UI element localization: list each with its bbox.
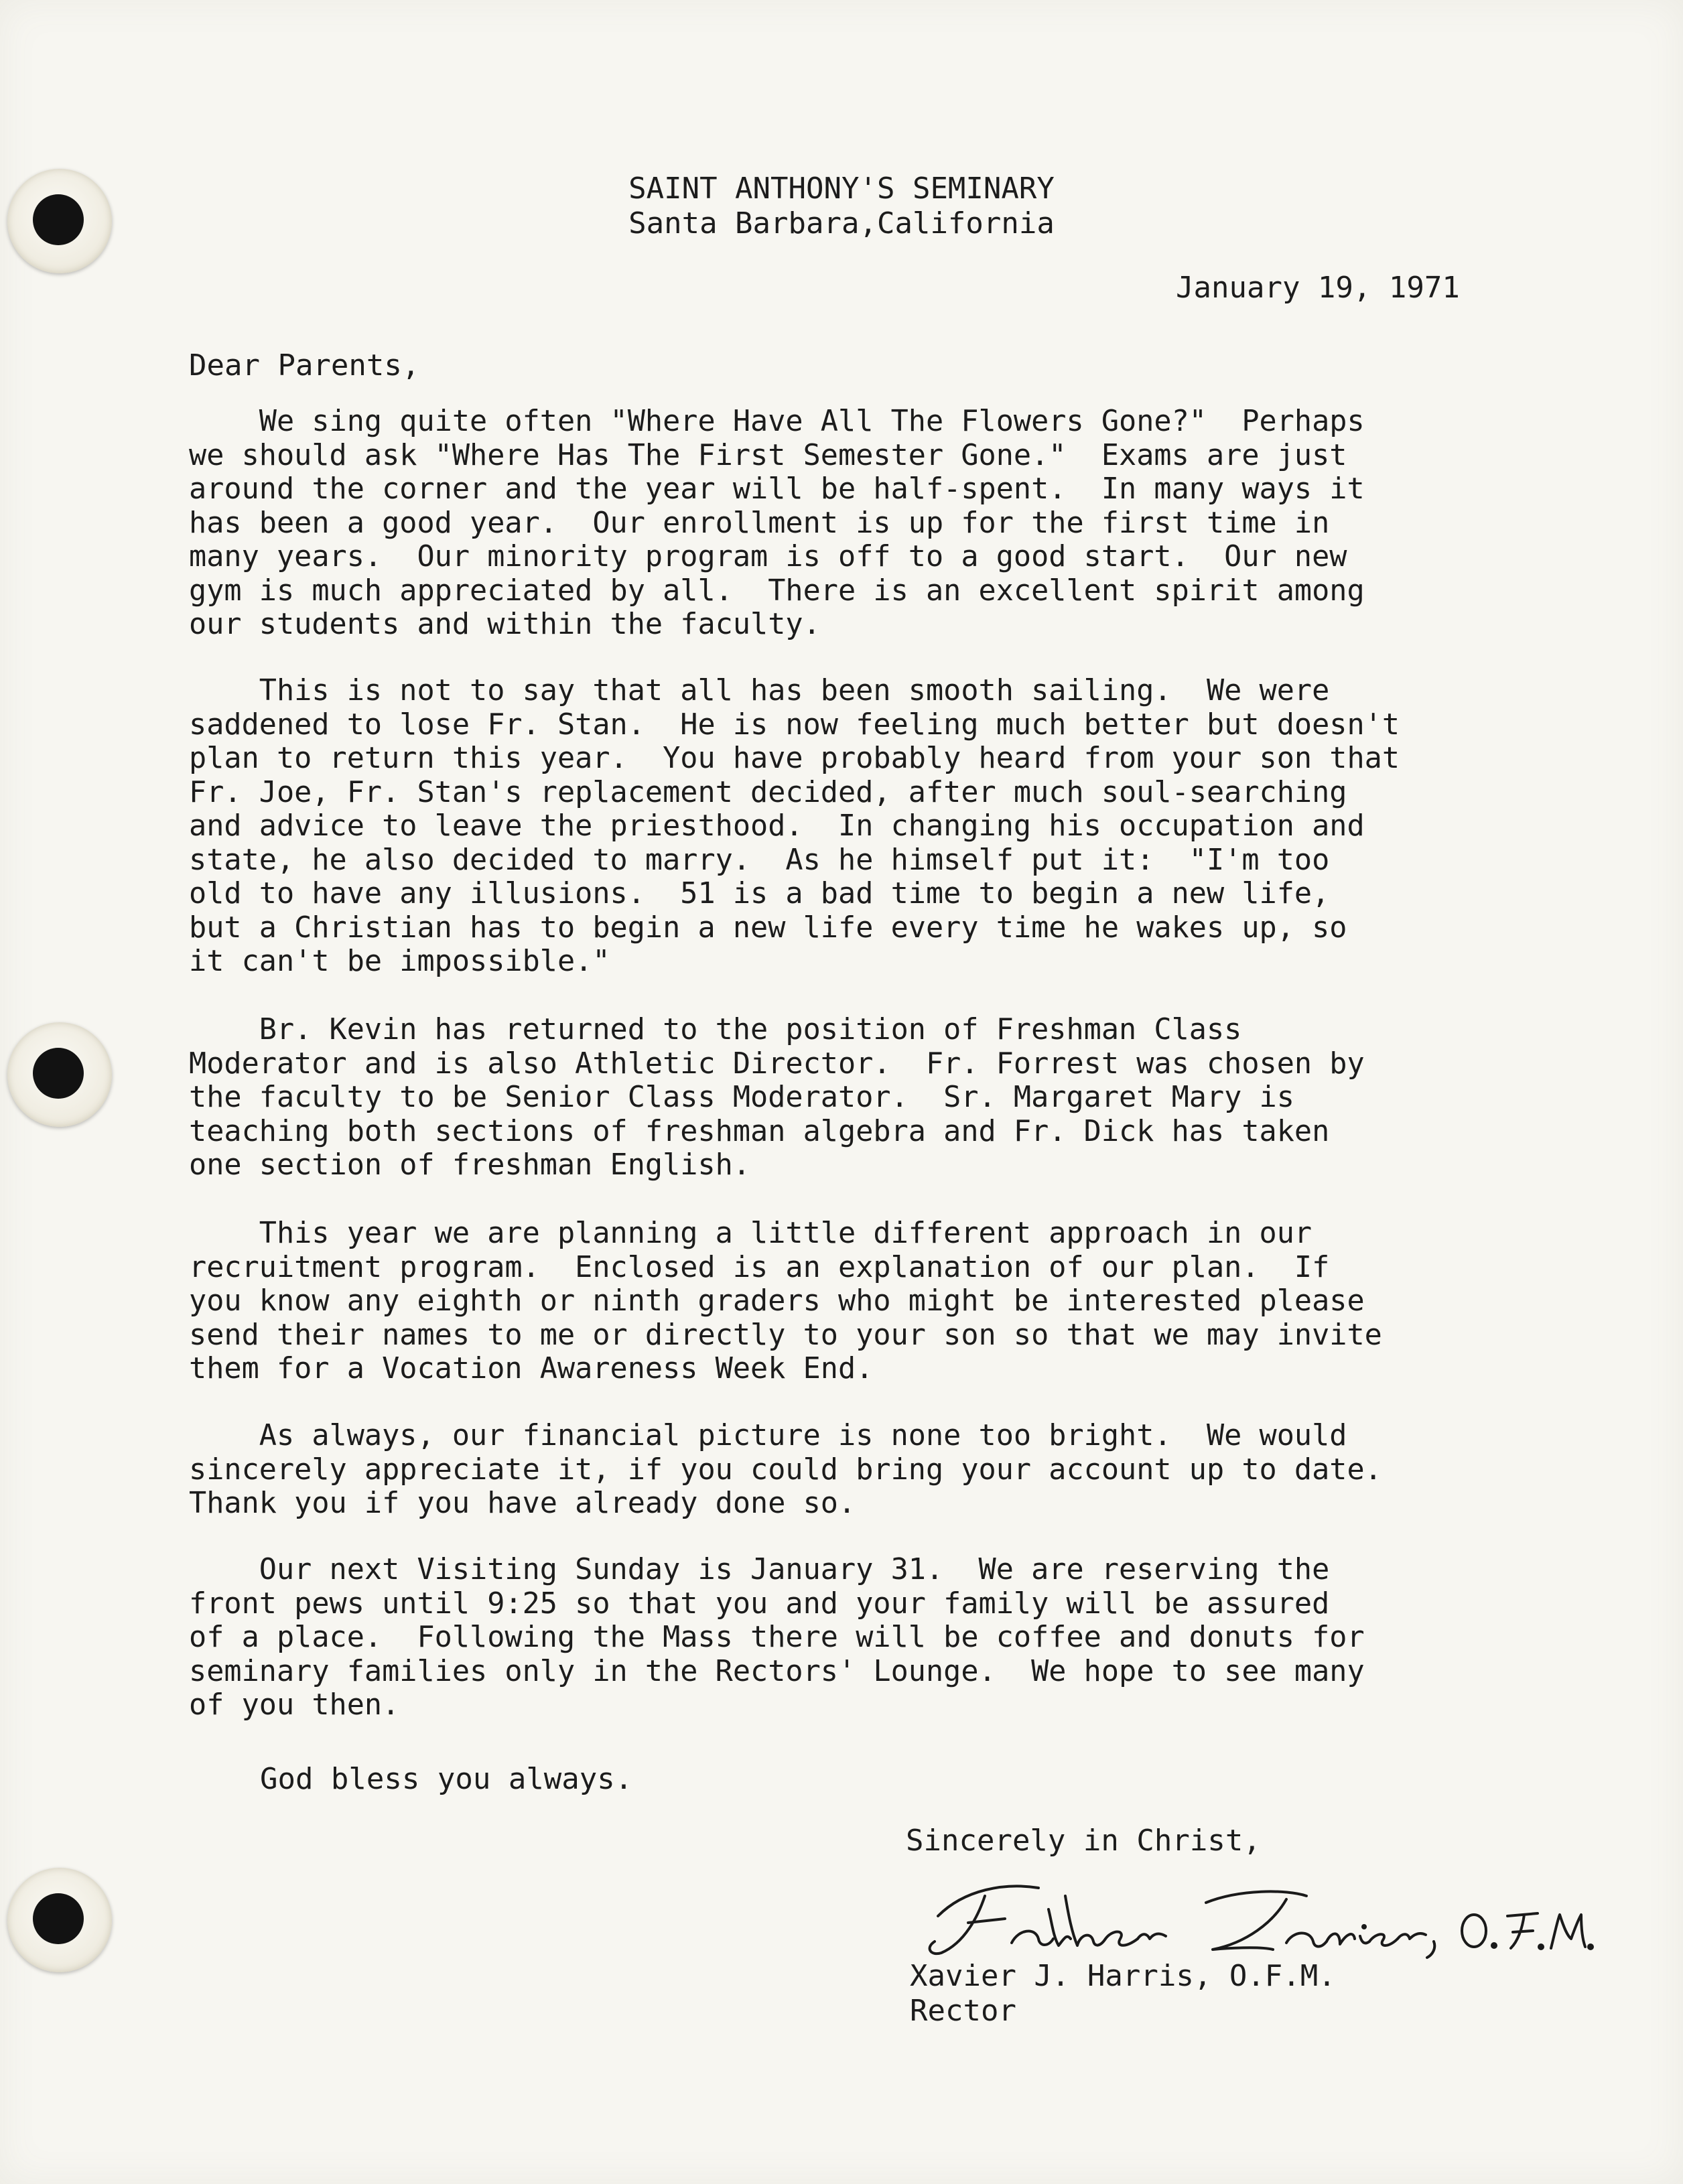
- paragraph-line: This year we are planning a little different approach in our: [189, 1217, 1312, 1250]
- paragraph-line: plan to return this year. You have probably heard from your son that: [189, 742, 1400, 775]
- salutation: Dear Parents,: [189, 348, 420, 383]
- paragraph-line: recruitment program. Enclosed is an explanation of our plan. If: [189, 1250, 1330, 1284]
- paragraph-line: old to have any illusions. 51 is a bad time to begin a new life,: [189, 877, 1330, 910]
- paragraph-6: [189, 1553, 1603, 1722]
- letterhead-org: SAINT ANTHONY'S SEMINARY: [628, 172, 1055, 206]
- paragraph-line: This is not to say that all has been smooth sailing. We were: [189, 674, 1330, 707]
- paragraph-line: saddened to lose Fr. Stan. He is now feeling much better but doesn't: [189, 707, 1400, 742]
- blessing-line: God bless you always.: [189, 1762, 633, 1796]
- closing-line: Sincerely in Christ,: [906, 1824, 1261, 1858]
- paragraph-4: [189, 1217, 1603, 1386]
- signer-title: Rector: [910, 1994, 1016, 2028]
- paragraph-line: send their names to me or directly to your son so that we may invite: [189, 1318, 1382, 1352]
- paragraph-line: you know any eighth or ninth graders who might be interested please: [189, 1284, 1365, 1318]
- paragraph-2: [189, 674, 1603, 979]
- paragraph-line: but a Christian has to begin a new life every time he wakes up, so: [189, 910, 1347, 945]
- paragraph-line: and advice to leave the priesthood. In changing his occupation and: [189, 809, 1365, 843]
- paragraph-line: We sing quite often "Where Have All The Flowers Gone?" Perhaps: [189, 405, 1365, 438]
- letterhead-location: Santa Barbara,California: [628, 206, 1055, 241]
- paragraph-line: Br. Kevin has returned to the position of Freshman Class: [189, 1013, 1242, 1046]
- paragraph-5: [189, 1419, 1603, 1521]
- paragraph-line: one section of freshman English.: [189, 1148, 751, 1182]
- paragraph-line: gym is much appreciated by all. There is an excellent spirit among: [189, 573, 1365, 608]
- paragraph-line: sincerely appreciate it, if you could bring your account up to date.: [189, 1452, 1382, 1487]
- paragraph-line: many years. Our minority program is off to a good start. Our new: [189, 540, 1347, 573]
- handwritten-signature: [911, 1869, 1595, 1963]
- paragraph-line: Moderator and is also Athletic Director. Fr. Forrest was chosen by: [189, 1046, 1365, 1081]
- paragraph-line: it can't be impossible.": [189, 945, 610, 978]
- paragraph-line: Our next Visiting Sunday is January 31. We are reserving the: [189, 1553, 1330, 1586]
- paragraph-1: [189, 405, 1603, 642]
- paragraph-line: of you then.: [189, 1688, 400, 1722]
- letter-date: January 19, 1971: [1176, 271, 1460, 305]
- paragraph-line: teaching both sections of freshman algebra and Fr. Dick has taken: [189, 1114, 1330, 1148]
- binder-hole-middle: [7, 1022, 112, 1127]
- paragraph-line: As always, our financial picture is none too bright. We would: [189, 1419, 1347, 1452]
- paragraph-line: Fr. Joe, Fr. Stan's replacement decided, after much soul-searching: [189, 775, 1347, 809]
- paragraph-line: front pews until 9:25 so that you and your family will be assured: [189, 1586, 1330, 1621]
- paragraph-line: our students and within the faculty.: [189, 608, 821, 641]
- paragraph-line: seminary families only in the Rectors' Lounge. We hope to see many: [189, 1654, 1365, 1688]
- paragraph-line: of a place. Following the Mass there will be coffee and donuts for: [189, 1621, 1365, 1654]
- paragraph-line: state, he also decided to marry. As he himself put it: "I'm too: [189, 843, 1330, 877]
- paragraph-line: Thank you if you have already done so.: [189, 1487, 856, 1520]
- binder-hole-bottom: [7, 1868, 112, 1972]
- paragraph-line: we should ask "Where Has The First Semester Gone." Exams are just: [189, 438, 1347, 472]
- paragraph-line: them for a Vocation Awareness Week End.: [189, 1352, 874, 1385]
- paragraph-3: [189, 1013, 1603, 1182]
- signer-name: Xavier J. Harris, O.F.M.: [910, 1959, 1336, 1993]
- paragraph-line: has been a good year. Our enrollment is up for the first time in: [189, 506, 1330, 540]
- paragraph-line: the faculty to be Senior Class Moderator. Sr. Margaret Mary is: [189, 1081, 1294, 1114]
- paragraph-line: around the corner and the year will be half-spent. In many ways it: [189, 472, 1365, 506]
